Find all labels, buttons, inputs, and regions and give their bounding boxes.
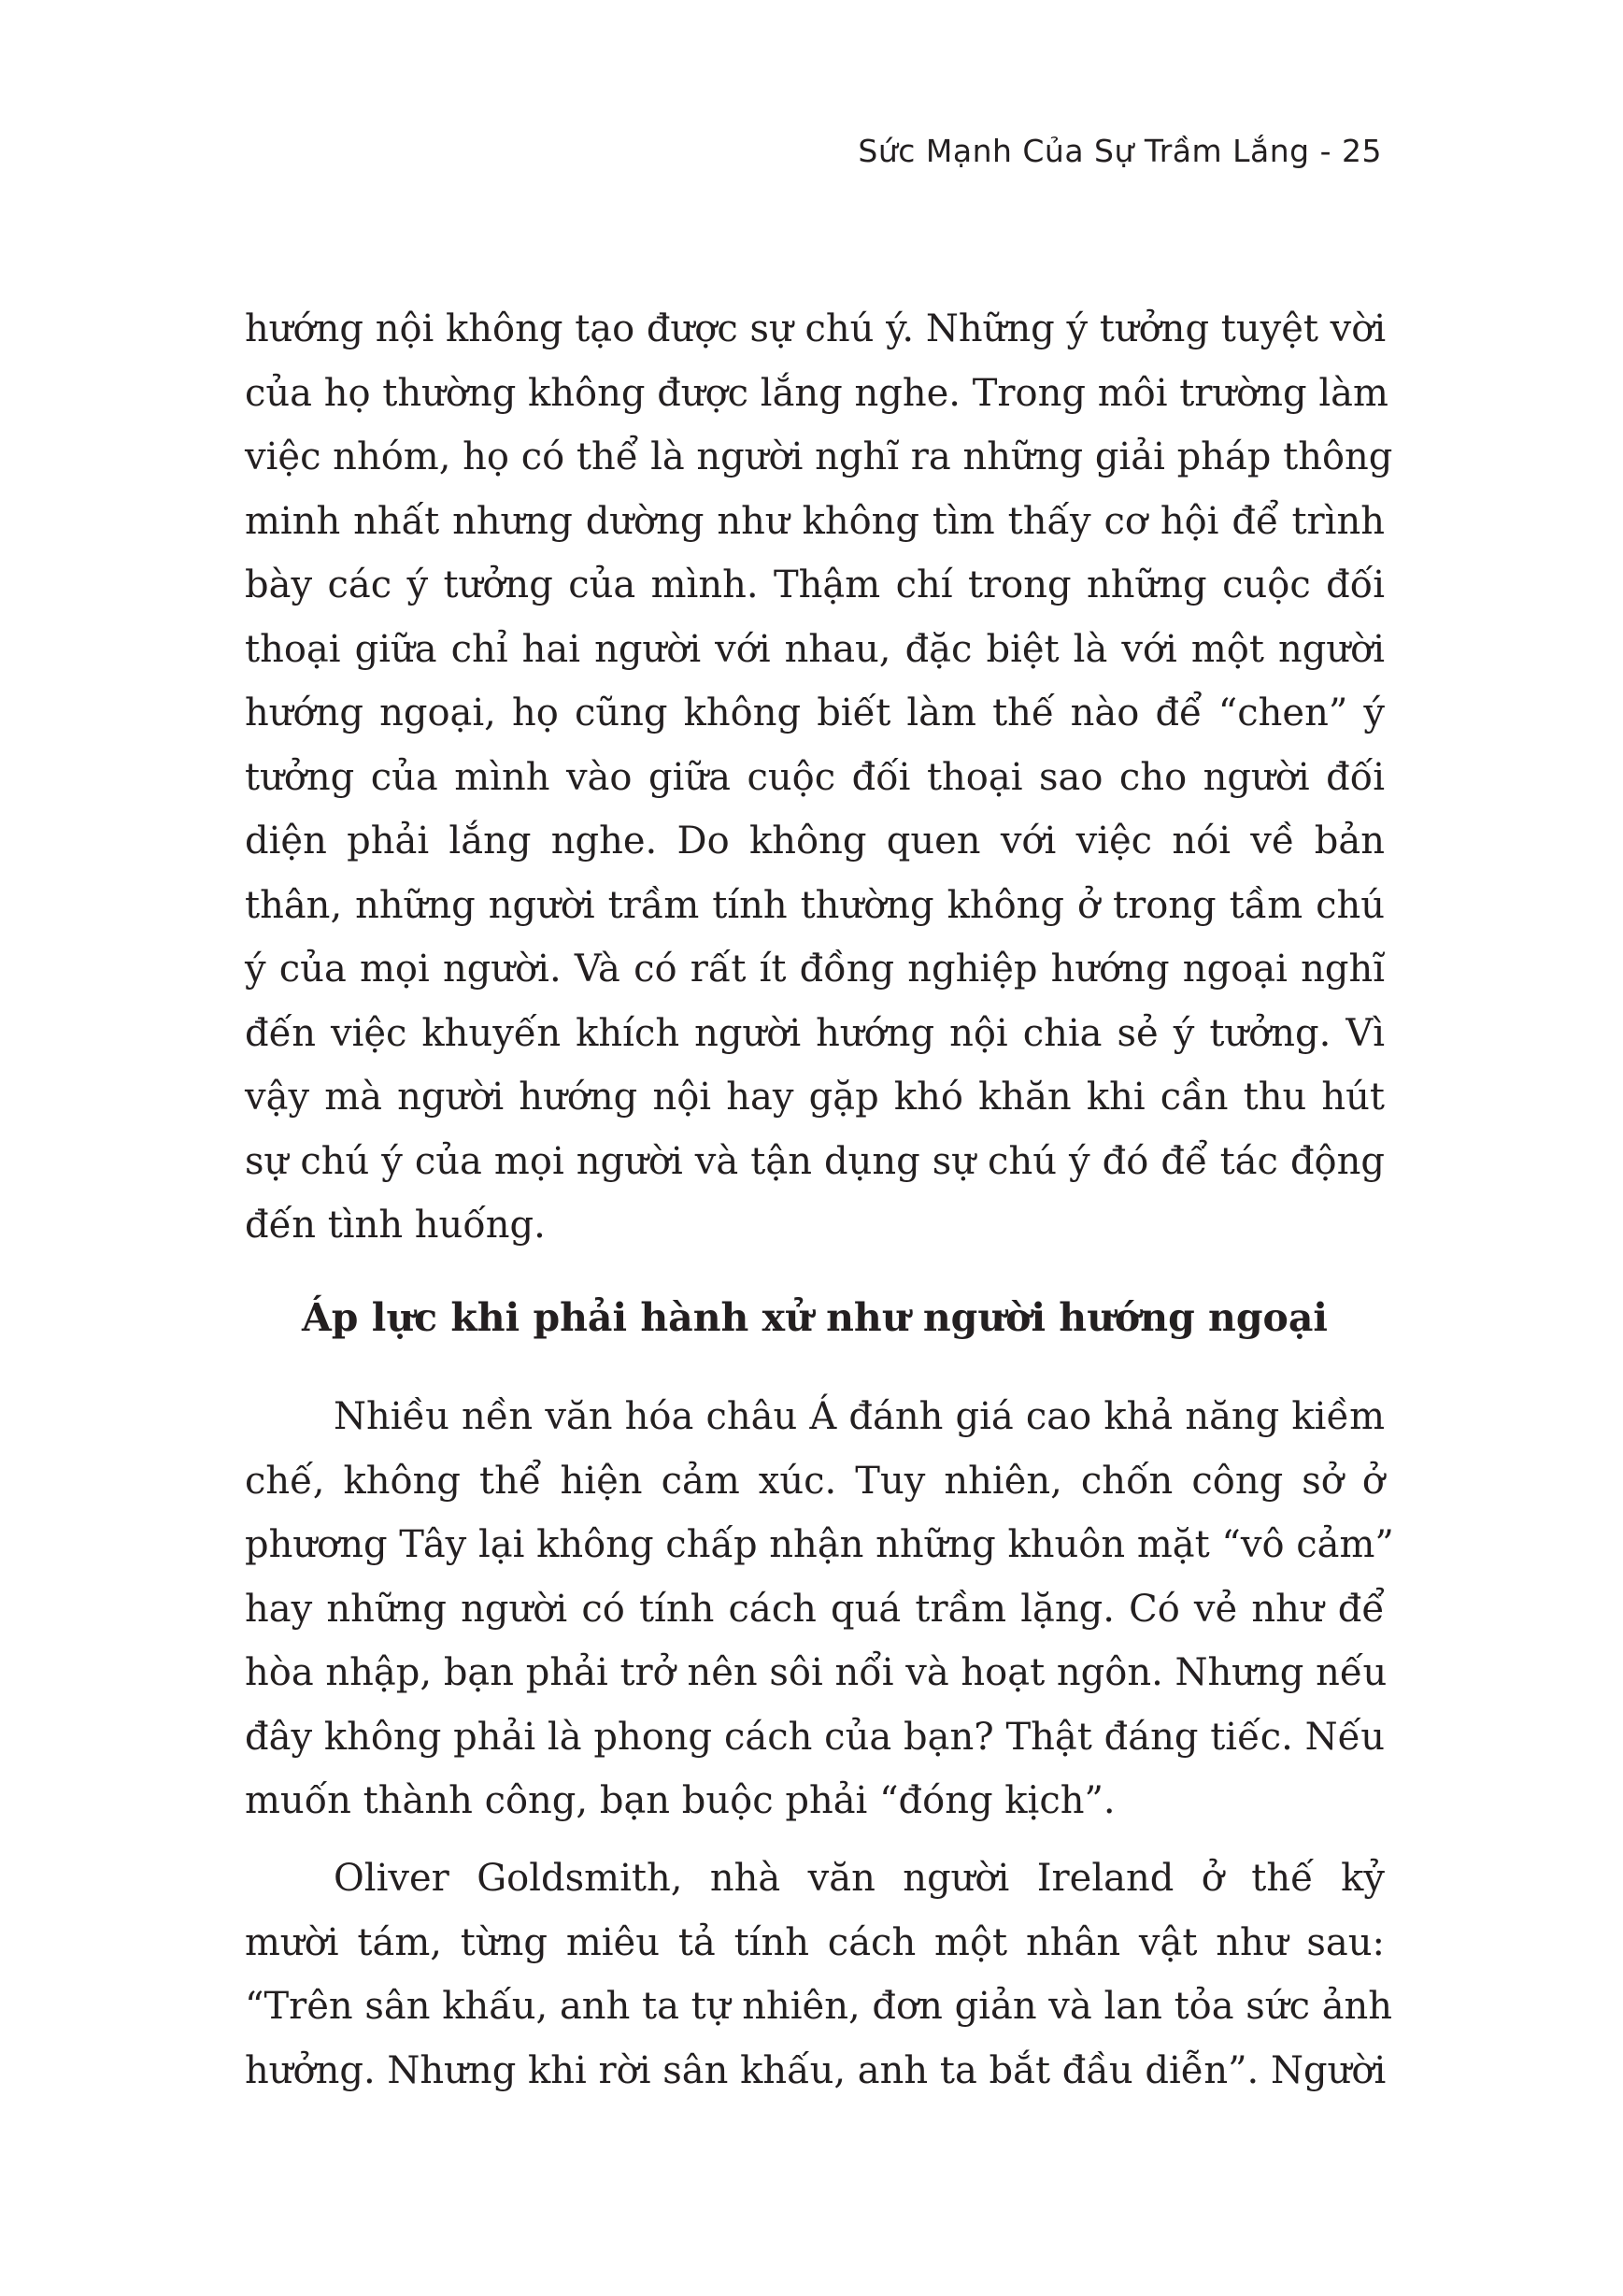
running-header: Sức Mạnh Của Sự Trầm Lắng - 25	[858, 133, 1382, 169]
paragraph-3	[245, 1847, 1393, 2103]
text-line: mười tám, từng miêu tả tính cách một nhân vật như sau:	[245, 1920, 1385, 1964]
text-line: Nhiều nền văn hóa châu Á đánh giá cao khả năng kiềm	[334, 1395, 1385, 1438]
text-line: hưởng. Nhưng khi rời sân khấu, anh ta bắt đầu diễn”. Người	[245, 2048, 1387, 2092]
text-line: hay những người có tính cách quá trầm lặng. Có vẻ như để	[245, 1587, 1385, 1631]
text-line: Oliver Goldsmith, nhà văn người Ireland ở thế kỷ	[334, 1857, 1385, 1900]
text-line: của họ thường không được lắng nghe. Trong môi trường làm	[245, 371, 1388, 415]
text-line: diện phải lắng nghe. Do không quen với việc nói về bản	[245, 820, 1385, 863]
text-line: việc nhóm, họ có thể là người nghĩ ra những giải pháp thông	[245, 435, 1393, 478]
text-line: thoại giữa chỉ hai người với nhau, đặc biệt là với một người	[245, 627, 1385, 671]
text-line: ý của mọi người. Và có rất ít đồng nghiệp hướng ngoại nghĩ	[245, 948, 1385, 991]
text-line: minh nhất nhưng dường như không tìm thấy cơ hội để trình	[245, 499, 1385, 543]
text-line: vậy mà người hướng nội hay gặp khó khăn khi cần thu hút	[245, 1076, 1385, 1119]
text-line: đến việc khuyến khích người hướng nội chia sẻ ý tưởng. Vì	[245, 1011, 1385, 1055]
text-line: hòa nhập, bạn phải trở nên sôi nổi và hoạt ngôn. Nhưng nếu	[245, 1651, 1388, 1694]
text-line: “Trên sân khấu, anh ta tự nhiên, đơn giản và lan tỏa sức ảnh	[245, 1985, 1393, 2028]
text-line: đến tình huống.	[245, 1204, 546, 1247]
text-line: bày các ý tưởng của mình. Thậm chí trong những cuộc đối	[245, 563, 1385, 606]
text-line: phương Tây lại không chấp nhận những khuôn mặt “vô cảm”	[245, 1523, 1394, 1566]
paragraph-2	[245, 1385, 1394, 1833]
text-line: đây không phải là phong cách của bạn? Thật đáng tiếc. Nếu	[245, 1715, 1385, 1759]
paragraph-1	[245, 297, 1393, 1258]
text-line: chế, không thể hiện cảm xúc. Tuy nhiên, chốn công sở ở	[245, 1459, 1385, 1503]
text-line: thân, những người trầm tính thường không ở trong tầm chú	[245, 883, 1385, 927]
text-line: muốn thành công, bạn buộc phải “đóng kịch”.	[245, 1779, 1116, 1822]
section-heading: Áp lực khi phải hành xử như người hướng ngoại	[302, 1295, 1328, 1340]
text-line: hướng nội không tạo được sự chú ý. Những ý tưởng tuyệt vời	[245, 307, 1387, 350]
text-line: tưởng của mình vào giữa cuộc đối thoại sao cho người đối	[245, 755, 1385, 799]
text-line: sự chú ý của mọi người và tận dụng sự chú ý đó để tác động	[245, 1139, 1385, 1183]
text-line: hướng ngoại, họ cũng không biết làm thế nào để “chen” ý	[245, 692, 1385, 734]
